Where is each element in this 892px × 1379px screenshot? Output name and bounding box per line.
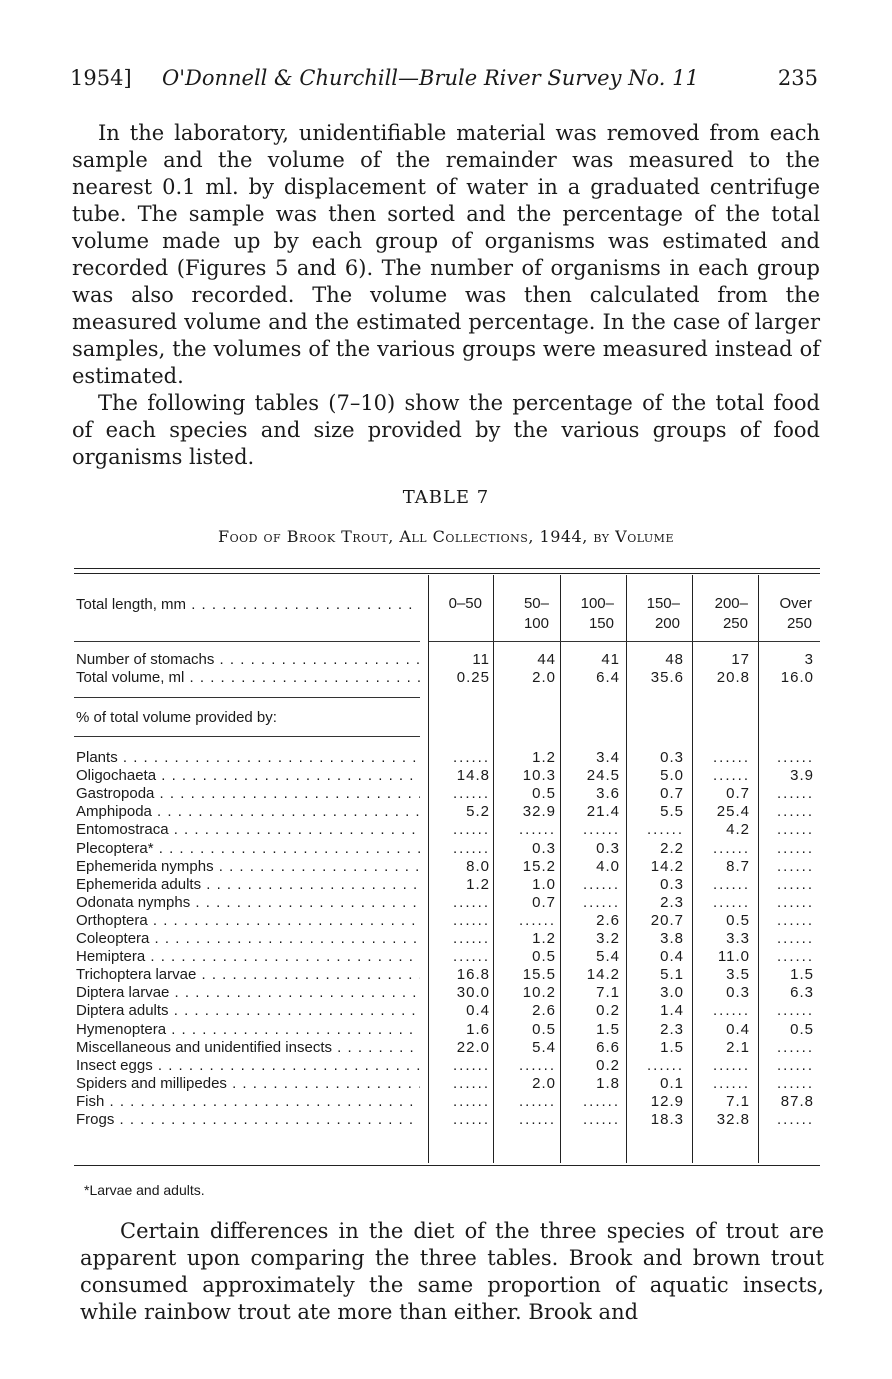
- column-divider: [493, 575, 494, 1163]
- table-cell: 14.2: [586, 966, 620, 983]
- column-header-line1: Over: [779, 595, 812, 612]
- table-cell: 1.2: [532, 930, 556, 947]
- table-cell: ......: [776, 1002, 814, 1019]
- table-cell: 0.4: [466, 1002, 490, 1019]
- table-cell: 5.0: [660, 767, 684, 784]
- table-cell: 1.5: [660, 1039, 684, 1056]
- table-cell: ......: [582, 876, 620, 893]
- table-cell: 3.3: [726, 930, 750, 947]
- table-cell: ......: [712, 749, 750, 766]
- table-cell: 20.7: [650, 912, 684, 929]
- table-cell: 0.7: [726, 785, 750, 802]
- table-cell: 0.7: [532, 894, 556, 911]
- table-row-label: Diptera adults . . .: [76, 1002, 420, 1020]
- table-cell: ......: [776, 1111, 814, 1128]
- table-cell: 0.3: [660, 749, 684, 766]
- table-cell: 4.2: [726, 821, 750, 838]
- running-header: [70, 66, 818, 98]
- table-cell: 0.25: [456, 669, 490, 686]
- table-row-label: Plecoptera* . . .: [76, 840, 420, 858]
- table-cell: 2.6: [596, 912, 620, 929]
- page-number: 235: [777, 66, 818, 90]
- table-cell: 48: [665, 651, 684, 668]
- table-cell: ......: [646, 821, 684, 838]
- table-cell: 3: [804, 651, 814, 668]
- paragraph-diet-differences: Certain differences in the diet of the three species of trout are apparent upon comparing the three tables. Brook and brown trout consumed approximately the same proportion of aquatic insects, while rainbow trout ate more than either. Brook and: [80, 1219, 824, 1324]
- table-caption: Food of Brook Trout, All Collections, 1944, by Volume: [218, 527, 674, 546]
- table-cell: 1.8: [596, 1075, 620, 1092]
- table-cell: 14.2: [650, 858, 684, 875]
- column-header: [432, 594, 482, 614]
- table-cell: 0.3: [532, 840, 556, 857]
- table-cell: 3.5: [726, 966, 750, 983]
- table-cell: 14.8: [456, 767, 490, 784]
- table-row-label: Ephemerida adults . . .: [76, 876, 420, 894]
- column-header: [762, 594, 812, 634]
- table-cell: ......: [776, 912, 814, 929]
- table-cell: 5.4: [532, 1039, 556, 1056]
- table-cell: ......: [518, 1057, 556, 1074]
- table-cell: 32.9: [522, 803, 556, 820]
- table-cell: 2.6: [532, 1002, 556, 1019]
- table-cell: 1.5: [790, 966, 814, 983]
- table-cell: 87.8: [780, 1093, 814, 1110]
- table-cell: ......: [776, 1039, 814, 1056]
- table-cell: 2.2: [660, 840, 684, 857]
- column-header-line1: 100–: [580, 595, 614, 612]
- table-bottom-rule: [74, 1165, 820, 1166]
- table-cell: 1.4: [660, 1002, 684, 1019]
- table-cell: ......: [452, 1075, 490, 1092]
- table-cell: 5.5: [660, 803, 684, 820]
- table-cell: 17: [731, 651, 750, 668]
- table-cell: ......: [776, 948, 814, 965]
- table-cell: ......: [712, 767, 750, 784]
- table-cell: ......: [712, 894, 750, 911]
- table-cell: ......: [776, 858, 814, 875]
- table-cell: 21.4: [586, 803, 620, 820]
- table-cell: 2.3: [660, 1021, 684, 1038]
- table-cell: 3.6: [596, 785, 620, 802]
- table-cell: 11: [472, 651, 490, 668]
- table-row-label: Insect eggs . . .: [76, 1057, 420, 1075]
- table-cell: 11.0: [717, 948, 750, 965]
- summary-row-label: Number of stomachs . . .: [76, 651, 420, 669]
- table-cell: 1.6: [466, 1021, 490, 1038]
- column-header-line1: 50–: [523, 595, 549, 612]
- table-row-label: Diptera larvae . . .: [76, 984, 420, 1002]
- table-cell: 1.2: [466, 876, 490, 893]
- column-divider: [560, 575, 561, 1163]
- table-cell: 1.5: [596, 1021, 620, 1038]
- table-cell: 16.8: [456, 966, 490, 983]
- table-cell: ......: [712, 1002, 750, 1019]
- table-row-label: Miscellaneous and unidentified insects . . .: [76, 1039, 420, 1057]
- table-cell: ......: [776, 749, 814, 766]
- table-cell: 0.2: [596, 1002, 620, 1019]
- header-separator: [74, 641, 420, 642]
- table-cell: ......: [452, 1093, 490, 1110]
- column-header-line2: 200: [654, 615, 680, 632]
- header-row-label: Total length, mm . . .: [76, 596, 420, 614]
- table-cell: 44: [537, 651, 556, 668]
- table-cell: 12.9: [650, 1093, 684, 1110]
- table-cell: 30.0: [456, 984, 490, 1001]
- table-cell: ......: [776, 894, 814, 911]
- table-cell: ......: [712, 876, 750, 893]
- column-header-line2: 150: [588, 615, 614, 632]
- header-year: 1954]: [70, 66, 132, 90]
- table-label: TABLE 7: [402, 487, 490, 508]
- table-cell: 10.3: [522, 767, 556, 784]
- table-cell: 8.0: [466, 858, 490, 875]
- table-cell: ......: [776, 1057, 814, 1074]
- table-cell: 5.1: [660, 966, 684, 983]
- table-cell: 4.0: [596, 858, 620, 875]
- table-cell: 7.1: [726, 1093, 750, 1110]
- table-cell: ......: [776, 821, 814, 838]
- column-divider: [428, 575, 429, 1163]
- table-cell: ......: [518, 821, 556, 838]
- table-cell: 6.4: [596, 669, 620, 686]
- paragraph-methods: In the laboratory, unidentifiable material was removed from each sample and the volume of the remainder was measured to the nearest 0.1 ml. by displacement of water in a graduated centrifuge tube. The sample was then sorted and the percentage of the total volume made up by each group of organisms was estimated and recorded (Figures 5 and 6). The number of organisms in each group was also recorded. The volume was then calculated from the measured volume and the estimated percentage. In the case of larger samples, the volumes of the various groups were measured instead of estimated.: [72, 121, 820, 388]
- summary-row-label: Total volume, ml . . .: [76, 669, 420, 687]
- table-row-label: Spiders and millipedes . . .: [76, 1075, 420, 1093]
- table-cell: 2.0: [532, 1075, 556, 1092]
- table-cell: ......: [452, 785, 490, 802]
- table-cell: 3.2: [596, 930, 620, 947]
- table-cell: ......: [646, 1057, 684, 1074]
- column-header-line2: 100: [523, 615, 549, 632]
- table-footnote: *Larvae and adults.: [84, 1182, 205, 1198]
- table-cell: ......: [776, 876, 814, 893]
- column-header: [564, 594, 614, 634]
- table-top-rule: [74, 568, 820, 569]
- table-cell: 1.0: [532, 876, 556, 893]
- table-row-label: Orthoptera . . .: [76, 912, 420, 930]
- table-cell: 2.1: [726, 1039, 750, 1056]
- table-cell: ......: [712, 1075, 750, 1092]
- table-cell: ......: [776, 930, 814, 947]
- table-cell: 41: [601, 651, 620, 668]
- table-row-label: Odonata nymphs . . .: [76, 894, 420, 912]
- column-header-line1: 150–: [646, 595, 680, 612]
- table-cell: ......: [452, 749, 490, 766]
- column-header: [497, 594, 549, 634]
- table-row-label: Oligochaeta . . .: [76, 767, 420, 785]
- table-cell: 0.1: [660, 1075, 684, 1092]
- table-cell: 22.0: [456, 1039, 490, 1056]
- table-row-label: Hemiptera . . .: [76, 948, 420, 966]
- table-row-label: Amphipoda . . .: [76, 803, 420, 821]
- table-row-label: Entomostraca . . .: [76, 821, 420, 839]
- table-cell: 16.0: [780, 669, 814, 686]
- table-cell: 35.6: [650, 669, 684, 686]
- table-cell: ......: [776, 840, 814, 857]
- table-cell: ......: [582, 821, 620, 838]
- column-header: [696, 594, 748, 634]
- table-row-label: Hymenoptera . . .: [76, 1021, 420, 1039]
- table-row-label: Gastropoda . . .: [76, 785, 420, 803]
- table-cell: ......: [518, 912, 556, 929]
- column-header-line1: 200–: [714, 595, 748, 612]
- table-cell: 3.4: [596, 749, 620, 766]
- table-row-label: Fish . . .: [76, 1093, 420, 1111]
- header-separator: [429, 641, 820, 642]
- table-cell: 0.4: [660, 948, 684, 965]
- table-cell: 0.5: [532, 948, 556, 965]
- table-cell: ......: [518, 1111, 556, 1128]
- table-cell: 25.4: [716, 803, 750, 820]
- table-cell: 0.3: [726, 984, 750, 1001]
- table-cell: 10.2: [522, 984, 556, 1001]
- table-cell: ......: [452, 930, 490, 947]
- table-cell: 3.8: [660, 930, 684, 947]
- table-row-label: Trichoptera larvae . . .: [76, 966, 420, 984]
- table-cell: 3.0: [660, 984, 684, 1001]
- table-cell: 0.3: [660, 876, 684, 893]
- table-cell: 20.8: [716, 669, 750, 686]
- table-cell: 32.8: [716, 1111, 750, 1128]
- table-cell: 0.3: [596, 840, 620, 857]
- table-cell: 6.6: [596, 1039, 620, 1056]
- header-running-title: O'Donnell & Churchill—Brule River Survey No. 11: [162, 66, 699, 90]
- table-cell: 15.5: [522, 966, 556, 983]
- table-cell: 0.7: [660, 785, 684, 802]
- table-row-label: Coleoptera . . .: [76, 930, 420, 948]
- table-cell: 18.3: [650, 1111, 684, 1128]
- section-label: % of total volume provided by:: [76, 709, 277, 726]
- table-cell: 24.5: [586, 767, 620, 784]
- summary-separator: [74, 697, 420, 698]
- table-row-label: Plants . . .: [76, 749, 420, 767]
- column-header-line1: 0–50: [448, 595, 482, 612]
- table-row-label: Ephemerida nymphs . . .: [76, 858, 420, 876]
- column-header-line2: 250: [786, 615, 812, 632]
- table-cell: 6.3: [790, 984, 814, 1001]
- table-cell: ......: [452, 894, 490, 911]
- table-cell: ......: [452, 1057, 490, 1074]
- table-top-rule-second: [74, 573, 820, 574]
- section-separator: [74, 736, 420, 737]
- paragraph-tables-intro: The following tables (7–10) show the percentage of the total food of each species and size provided by the various groups of food organisms listed.: [72, 391, 820, 469]
- table-cell: 0.4: [726, 1021, 750, 1038]
- table-cell: ......: [776, 1075, 814, 1092]
- table-cell: ......: [452, 1111, 490, 1128]
- table-cell: 15.2: [522, 858, 556, 875]
- table-cell: ......: [452, 840, 490, 857]
- table-cell: ......: [582, 1111, 620, 1128]
- table-cell: ......: [452, 821, 490, 838]
- table-cell: ......: [582, 1093, 620, 1110]
- table-cell: ......: [518, 1093, 556, 1110]
- table-cell: ......: [582, 894, 620, 911]
- table-cell: ......: [776, 785, 814, 802]
- table-cell: 0.2: [596, 1057, 620, 1074]
- table-cell: 5.2: [466, 803, 490, 820]
- table-cell: ......: [452, 912, 490, 929]
- table-cell: 1.2: [532, 749, 556, 766]
- table-cell: ......: [712, 1057, 750, 1074]
- table-cell: ......: [776, 803, 814, 820]
- column-header-line2: 250: [722, 615, 748, 632]
- table-cell: 0.5: [790, 1021, 814, 1038]
- table-cell: 0.5: [532, 1021, 556, 1038]
- table-cell: 0.5: [726, 912, 750, 929]
- table-cell: 2.3: [660, 894, 684, 911]
- table-cell: 8.7: [726, 858, 750, 875]
- table-cell: ......: [712, 840, 750, 857]
- table-cell: 2.0: [532, 669, 556, 686]
- table-cell: 3.9: [790, 767, 814, 784]
- table-cell: ......: [452, 948, 490, 965]
- table-row-label: Frogs . . .: [76, 1111, 420, 1129]
- table-cell: 5.4: [596, 948, 620, 965]
- table-cell: 7.1: [596, 984, 620, 1001]
- table-cell: 0.5: [532, 785, 556, 802]
- column-header: [630, 594, 680, 634]
